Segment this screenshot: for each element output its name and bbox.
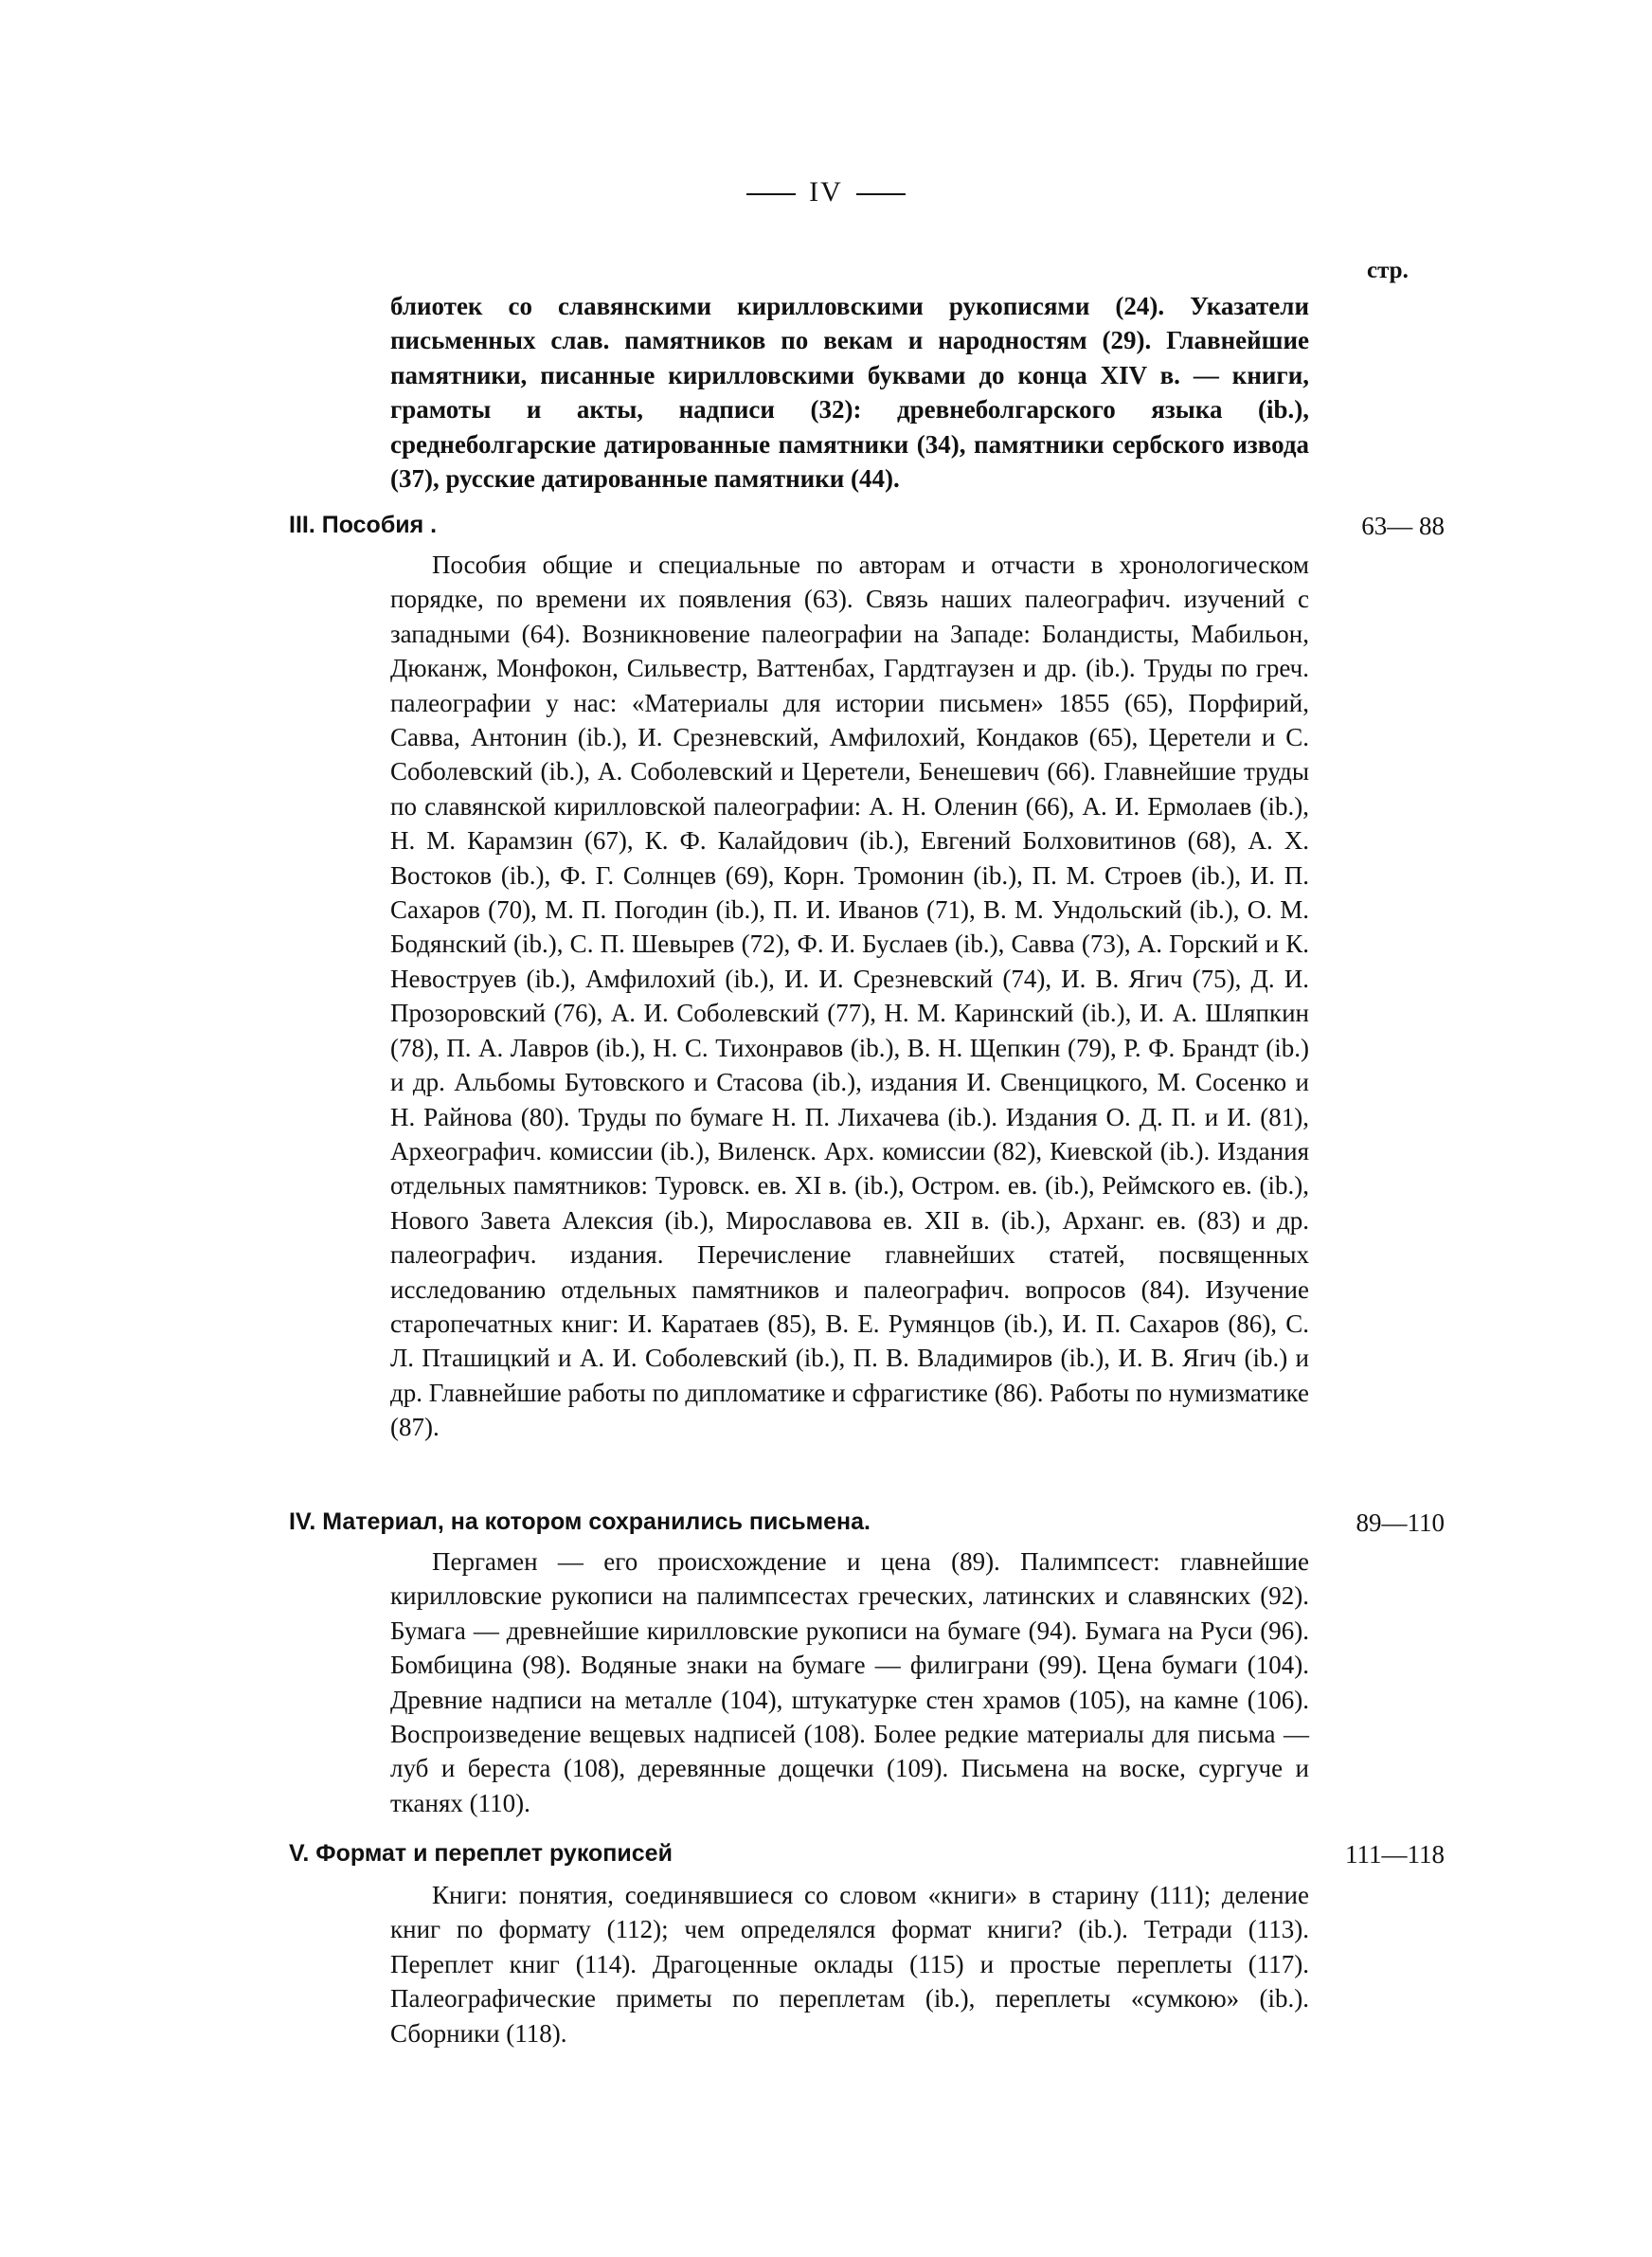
section-page-range: 89—110 [1356,1508,1445,1537]
section-header-iii [289,512,1445,548]
section-body-iii: Пособия общие и специальные по авторам и отчасти в хронологическом порядке, по времени их появления (63). Связь наших палеографич. изучений с западными (64). Возникновение палеографии на Западе: Боландисты, Мабильон, Дюканж, Монфокон, Сильвестр, Ваттенбах, Гардтгаузен и др. (ib.). Труды по греч. палеографии у нас: «Материалы для истории письмен» 1855 (65), Порфирий, Савва, Антонин (ib.), И. Срезневский, Амфилохий, Кондаков (65), Церетели и С. Соболевский (ib.), А. Соболевский и Церетели, Бенешевич (66). Главнейшие труды по славянской кирилловской палеографии: А. Н. Оленин (66), А. И. Ермолаев (ib.), Н. М. Карамзин (67), К. Ф. Калайдович (ib.), Евгений Болховитинов (68), А. Х. Востоков (ib.), Ф. Г. Солнцев (69), Корн. Тромонин (ib.), П. М. Строев (ib.), И. П. Сахаров (70), М. П. Погодин (ib.), П. И. Иванов (71), В. М. Ундольский (ib.), О. М. Бодянский (ib.), С. П. Шевырев (72), Ф. И. Буслаев (ib.), Савва (73), А. Горский и К. Невоструев (ib.), Амфилохий (ib.), И. И. Срезневский (74), И. В. Ягич (75), Д. И. Прозоровский (76), А. И. Соболевский (77), Н. М. Каринский (ib.), И. А. Шляпкин (78), П. А. Лавров (ib.), Н. С. Тихонравов (ib.), В. Н. Щепкин (79), Р. Ф. Брандт (ib.) и др. Альбомы Бутовского и Стасова (ib.), издания И. Свенцицкого, М. Сосенко и Н. Райнова (80). Труды по бумаге Н. П. Лихачева (ib.). Издания О. Д. П. и И. (81), Археографич. комиссии (ib.), Виленск. Арх. комиссии (82), Киевской (ib.). Издания отдельных памятников: Туровск. ев. XI в. (ib.), Остром. ев. (ib.), Реймского ев. (ib.), Нового Завета Алексия (ib.), Мирославова ев. XII в. (ib.), Арханг. ев. (83) и др. палеографич. издания. Перечисление главнейших статей, посвященных исследованию отдельных памятников и палеографич. вопросов (84). Изучение старопечатных книг: И. Каратаев (85), В. Е. Румянцов (ib.), И. П. Сахаров (86), С. Л. Пташицкий и А. И. Соболевский (ib.), П. В. Владимиров (ib.), И. В. Ягич (ib.) и др. Главнейшие работы по дипломатике и сфрагистике (86). Работы по нумизматике (87). [390,551,1309,1442]
section-title: V. Формат и переплет рукописей [289,1840,673,1867]
page-number-text: IV [809,176,843,208]
page-number [0,176,1652,208]
right-rule [856,193,906,195]
page-column-label: стр. [1367,258,1409,283]
section-page-range: 111—118 [1345,1840,1445,1869]
section-page-range: 63— 88 [1361,512,1445,540]
section-title: IV. Материал, на котором сохранились письмена. [289,1508,871,1535]
section-header-v [289,1840,1445,1876]
section-title: III. Пособия . [289,512,438,538]
section-body-iv: Пергамен — его происхождение и цена (89). Палимпсест: главнейшие кирилловские рукописи на палимпсестах греческих, латинских и славянских (92). Бумага — древнейшие кирилловские рукописи на бумаге (94). Бумага на Руси (96). Бомбицина (98). Водяные знаки на бумаге — филиграни (99). Цена бумаги (104). Древние надписи на металле (104), штукатурке стен храмов (105), на камне (106). Воспроизведение вещевых надписей (108). Более редкие материалы для письма — луб и береста (108), деревянные дощечки (109). Письмена на воске, сургуче и тканях (110). [390,1547,1309,1817]
continuation-paragraph: блиотек со славянскими кирилловскими рукописями (24). Указатели письменных слав. памятников по векам и народностям (29). Главнейшие памятники, писанные кирилловскими буквами до конца XIV в. — книги, грамоты и акты, надписи (32): древнеболгарского языка (ib.), среднеболгарские датированные памятники (34), памятники сербского извода (37), русские датированные памятники (44). [390,292,1309,494]
section-body-v: Книги: понятия, соединявшиеся со словом «книги» в старину (111); деление книг по формату (112); чем определялся формат книги? (ib.). Тетради (113). Переплет книг (114). Драгоценные оклады (115) и простые переплеты (117). Палеографические приметы по переплетам (ib.), переплеты «сумкою» (ib.). Сборники (118). [390,1881,1309,2048]
left-rule [746,193,796,195]
section-header-iv [289,1508,1445,1544]
